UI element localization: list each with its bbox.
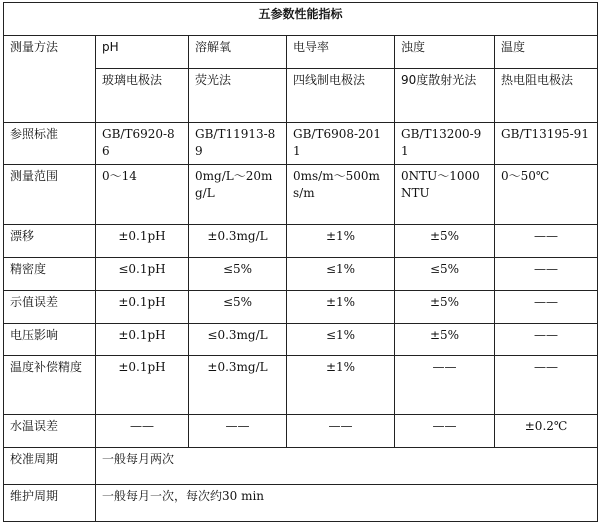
cell-precision-do: ≤5% — [189, 257, 287, 290]
method-do: 荧光法 — [189, 68, 287, 122]
row-label-reference-standard: 参照标准 — [4, 123, 96, 165]
cell-drift-do: ±0.3mg/L — [189, 224, 287, 257]
five-parameter-spec-table — [3, 2, 598, 522]
table-title: 五参数性能指标 — [4, 3, 598, 36]
cell-temp-compensation-do: ±0.3mg/L — [189, 356, 287, 415]
method-temperature: 热电阻电极法 — [495, 68, 598, 122]
cell-voltage-effect-turbidity: ±5% — [395, 323, 495, 356]
cell-voltage-effect-temperature: —— — [495, 323, 598, 356]
col-header-turbidity: 浊度 — [395, 35, 495, 68]
cell-temp-compensation-conductivity: ±1% — [287, 356, 395, 415]
cell-temp-compensation-turbidity: —— — [395, 356, 495, 415]
table-row-measurement-range — [4, 165, 598, 225]
col-header-ph: pH — [96, 35, 189, 68]
col-header-temperature: 温度 — [495, 35, 598, 68]
cell-drift-turbidity: ±5% — [395, 224, 495, 257]
table-row-reference-standard — [4, 123, 598, 165]
col-header-conductivity: 电导率 — [287, 35, 395, 68]
cell-voltage-effect-ph: ±0.1pH — [96, 323, 189, 356]
cell-reference-standard-temperature: GB/T13195-91 — [495, 123, 598, 165]
table-row-drift — [4, 224, 598, 257]
row-label-measure-method: 测量方法 — [4, 35, 96, 122]
cell-reference-standard-turbidity: GB/T13200-91 — [395, 123, 495, 165]
cell-temp-compensation-ph: ±0.1pH — [96, 356, 189, 415]
cell-indication-error-do: ≤5% — [189, 290, 287, 323]
cell-reference-standard-ph: GB/T6920-86 — [96, 123, 189, 165]
table-row-maintenance-cycle — [4, 484, 598, 521]
method-turbidity: 90度散射光法 — [395, 68, 495, 122]
row-label-drift: 漂移 — [4, 224, 96, 257]
cell-drift-conductivity: ±1% — [287, 224, 395, 257]
cell-water-temp-error-temperature: ±0.2℃ — [495, 415, 598, 448]
cell-measurement-range-do: 0mg/L～20mg/L — [189, 165, 287, 225]
calibration-cycle-value: 一般每月两次 — [96, 447, 598, 484]
row-label-calibration-cycle: 校准周期 — [4, 447, 96, 484]
cell-reference-standard-do: GB/T11913-89 — [189, 123, 287, 165]
table-row-precision — [4, 257, 598, 290]
cell-reference-standard-conductivity: GB/T6908-2011 — [287, 123, 395, 165]
table-row-indication-error — [4, 290, 598, 323]
cell-precision-temperature: —— — [495, 257, 598, 290]
row-label-measurement-range: 测量范围 — [4, 165, 96, 225]
table-row-calibration-cycle — [4, 447, 598, 484]
row-label-voltage-effect: 电压影响 — [4, 323, 96, 356]
table-row-water-temp-error — [4, 415, 598, 448]
cell-precision-turbidity: ≤5% — [395, 257, 495, 290]
cell-measurement-range-ph: 0～14 — [96, 165, 189, 225]
cell-indication-error-turbidity: ±5% — [395, 290, 495, 323]
cell-water-temp-error-turbidity: —— — [395, 415, 495, 448]
row-label-indication-error: 示值误差 — [4, 290, 96, 323]
cell-voltage-effect-do: ≤0.3mg/L — [189, 323, 287, 356]
table-row-temp-compensation — [4, 356, 598, 415]
cell-precision-conductivity: ≤1% — [287, 257, 395, 290]
cell-water-temp-error-do: —— — [189, 415, 287, 448]
maintenance-cycle-value: 一般每月一次，每次约30 min — [96, 484, 598, 521]
header-row — [4, 35, 598, 68]
method-ph: 玻璃电极法 — [96, 68, 189, 122]
method-conductivity: 四线制电极法 — [287, 68, 395, 122]
cell-indication-error-conductivity: ±1% — [287, 290, 395, 323]
table-row-voltage-effect — [4, 323, 598, 356]
title-row — [4, 3, 598, 36]
row-label-water-temp-error: 水温误差 — [4, 415, 96, 448]
row-label-maintenance-cycle: 维护周期 — [4, 484, 96, 521]
row-label-precision: 精密度 — [4, 257, 96, 290]
cell-measurement-range-temperature: 0～50℃ — [495, 165, 598, 225]
cell-measurement-range-turbidity: 0NTU～1000NTU — [395, 165, 495, 225]
cell-precision-ph: ≤0.1pH — [96, 257, 189, 290]
cell-water-temp-error-ph: —— — [96, 415, 189, 448]
cell-drift-ph: ±0.1pH — [96, 224, 189, 257]
col-header-do: 溶解氧 — [189, 35, 287, 68]
cell-voltage-effect-conductivity: ≤1% — [287, 323, 395, 356]
cell-water-temp-error-conductivity: —— — [287, 415, 395, 448]
cell-measurement-range-conductivity: 0ms/m～500ms/m — [287, 165, 395, 225]
cell-temp-compensation-temperature: —— — [495, 356, 598, 415]
cell-indication-error-ph: ±0.1pH — [96, 290, 189, 323]
cell-indication-error-temperature: —— — [495, 290, 598, 323]
cell-drift-temperature: —— — [495, 224, 598, 257]
row-label-temp-compensation: 温度补偿精度 — [4, 356, 96, 415]
